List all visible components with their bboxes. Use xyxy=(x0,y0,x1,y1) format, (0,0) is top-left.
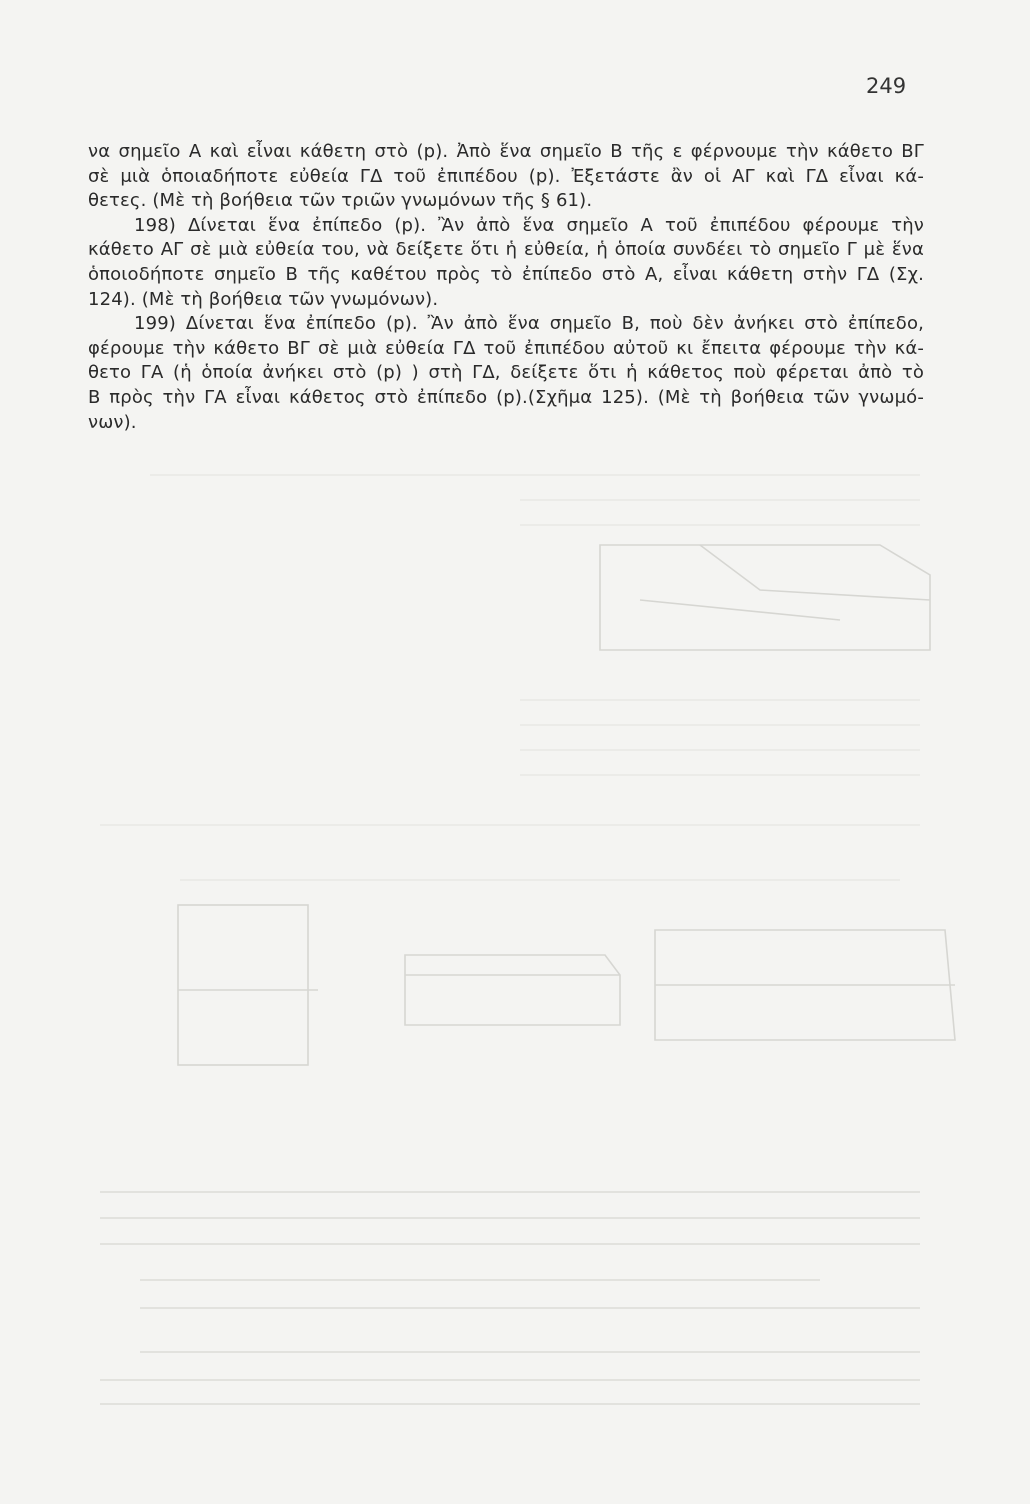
exercise-199-start: 199) Δίνεται ἕνα ἐπίπεδο (p). Ἂν ἀπὸ ἕνα σημεῖο Β, ποὺ δὲν ἀνήκει στὸ ἐπίπεδο, xyxy=(134,313,924,335)
text-line: φέρουμε τὴν κάθετο ΒΓ σὲ μιὰ εὐθεία ΓΔ τοῦ ἐπιπέδου αὐτοῦ κι ἔπειτα φέρουμε τὴν κά- xyxy=(88,337,924,359)
text-line: σὲ μιὰ ὁποιαδήποτε εὐθεία ΓΔ τοῦ ἐπιπέδου (p). Ἐξετάστε ἂν οἱ ΑΓ καὶ ΓΔ εἶναι κά- xyxy=(88,165,924,187)
text-line: νων). xyxy=(88,411,137,433)
text-line: θετο ΓΑ (ἡ ὁποία ἀνήκει στὸ (p) ) στὴ ΓΔ, δείξετε ὅτι ἡ κάθετος ποὺ φέρεται ἀπὸ τὸ xyxy=(88,362,924,384)
text-line: θετες. (Μὲ τὴ βοήθεια τῶν τριῶν γνωμόνων τῆς § 61). xyxy=(88,190,593,212)
body-text xyxy=(88,140,924,435)
text-line: κάθετο ΑΓ σὲ μιὰ εὐθεία του, νὰ δείξετε ὅτι ἡ εὐθεία, ἡ ὁποία συνδέει τὸ σημεῖο Γ μὲ ἕνα xyxy=(88,239,924,261)
text-line: ὁποιοδήποτε σημεῖο Β τῆς καθέτου πρὸς τὸ ἐπίπεδο στὸ Α, εἶναι κάθετη στὴν ΓΔ (Σχ. xyxy=(88,263,924,285)
text-line: 124). (Μὲ τὴ βοήθεια τῶν γνωμόνων). xyxy=(88,288,439,310)
text-line: να σημεῖο Α καὶ εἶναι κάθετη στὸ (p). Ἀπὸ ἕνα σημεῖο Β τῆς ε φέρνουμε τὴν κάθετο ΒΓ xyxy=(88,141,924,162)
text-line: Β πρὸς τὴν ΓΑ εἶναι κάθετος στὸ ἐπίπεδο (p).(Σχῆμα 125). (Μὲ τὴ βοήθεια τῶν γνωμό- xyxy=(88,386,924,408)
exercise-198-start: 198) Δίνεται ἕνα ἐπίπεδο (p). Ἂν ἀπὸ ἕνα σημεῖο Α τοῦ ἐπιπέδου φέρουμε τὴν xyxy=(134,214,924,236)
page-number: 249 xyxy=(866,74,907,98)
